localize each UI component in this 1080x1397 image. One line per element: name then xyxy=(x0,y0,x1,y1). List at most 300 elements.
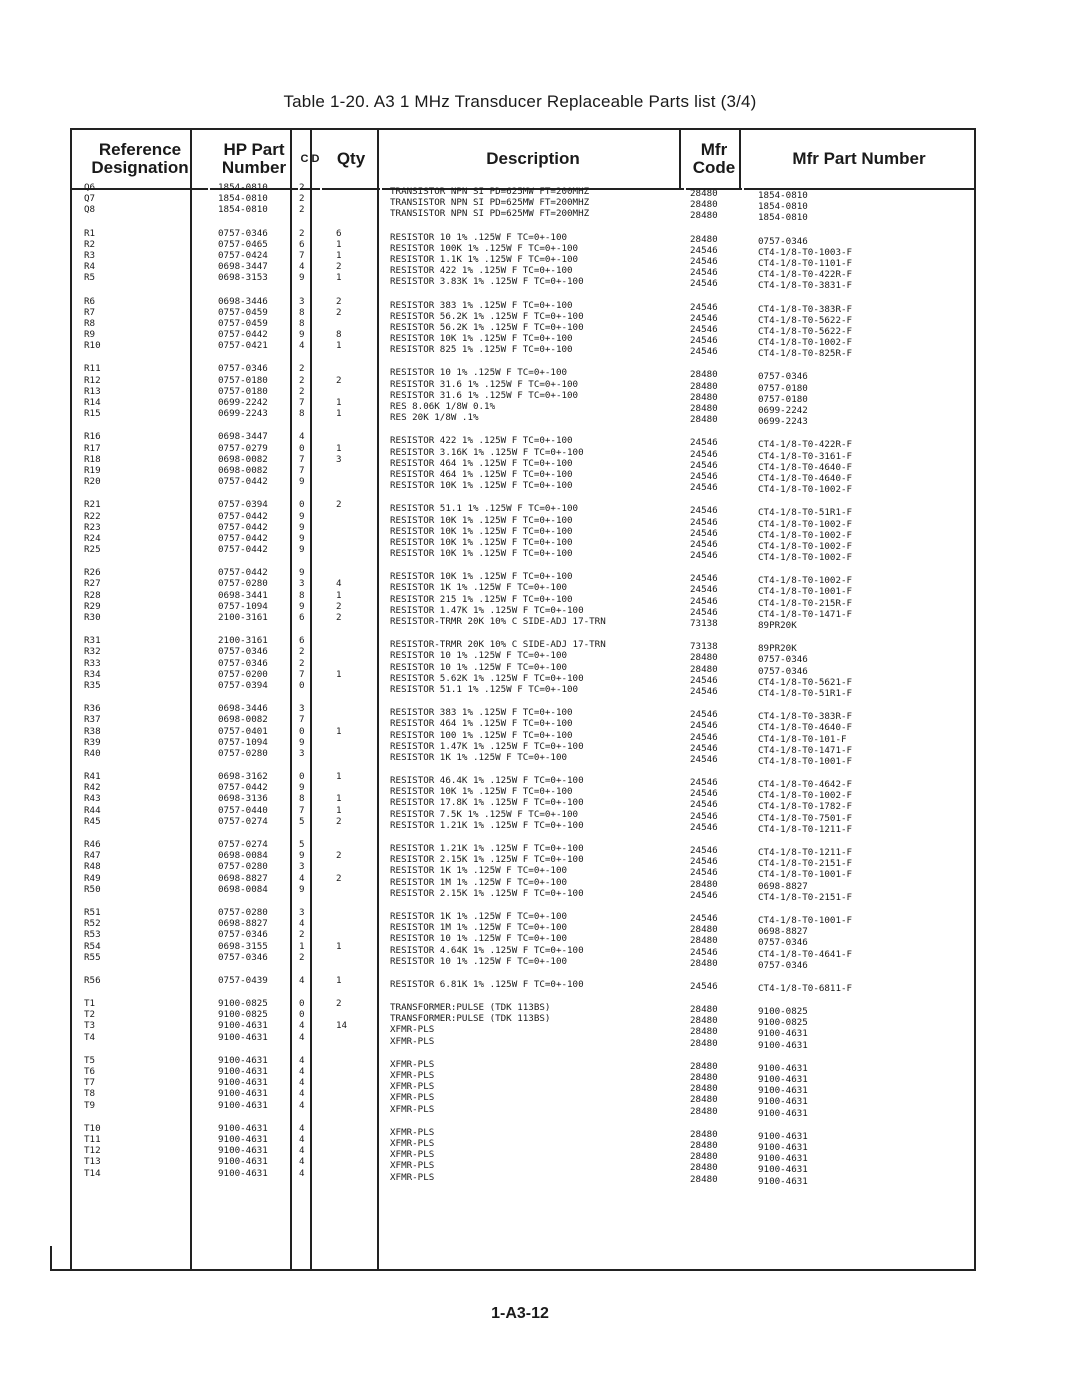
description-cell: TRANSISTOR NPN SI PD=625MW FT=200MHZ xyxy=(390,186,590,197)
qty-cell xyxy=(336,1088,366,1099)
reference-cell: R36 xyxy=(84,703,101,715)
row-group xyxy=(390,1059,680,1115)
cd-cell: 4 xyxy=(299,1099,305,1111)
qty-cell xyxy=(336,511,366,522)
description-cell: RESISTOR 6.81K 1% .125W F TC=0+-100 xyxy=(390,978,584,990)
cd-cell: 4 xyxy=(299,1031,305,1043)
cd-cell: 9 xyxy=(299,850,305,862)
hp-part-cell: 0698-3446 xyxy=(218,295,268,307)
row-group xyxy=(690,981,738,992)
mfr-code-cell: 24546 xyxy=(690,244,718,256)
description-cell: RESISTOR 10 1% .125W F TC=0+-100 xyxy=(390,650,568,662)
mfr-code-cell: 28480 xyxy=(690,1004,718,1016)
row-group xyxy=(758,1063,968,1119)
row-group xyxy=(758,643,968,699)
qty-cell: 2 xyxy=(336,600,342,612)
reference-cell: R56 xyxy=(84,974,101,986)
mfr-part-number-cell: CT4-1/8-T0-1002-F xyxy=(758,790,853,802)
mfr-code-cell: 24546 xyxy=(690,845,718,856)
reference-cell: R6 xyxy=(84,295,96,307)
mfr-code-cell: 24546 xyxy=(690,720,718,732)
hp-part-cell: 1854-0810 xyxy=(218,182,268,193)
reference-cell: R9 xyxy=(84,329,96,341)
cd-cell: 2 xyxy=(299,204,305,216)
description-cell: RESISTOR 464 1% .125W F TC=0+-100 xyxy=(390,468,573,480)
description-cell: RESISTOR 422 1% .125W F TC=0+-100 xyxy=(390,435,573,447)
description-cell: RESISTOR 100K 1% .125W F TC=0+-100 xyxy=(390,242,579,254)
qty-cell xyxy=(336,635,366,646)
hp-part-cell: 0757-1094 xyxy=(218,736,268,748)
mfr-code-cell: 73138 xyxy=(690,618,718,629)
hp-part-cell: 2100-3161 xyxy=(218,635,268,647)
reference-cell: R1 xyxy=(84,227,96,239)
row-group xyxy=(218,703,288,759)
hp-part-cell: 0757-0200 xyxy=(218,668,268,680)
hp-part-cell: 0757-0280 xyxy=(218,578,268,590)
row-group xyxy=(218,182,288,216)
reference-cell: R47 xyxy=(84,850,101,862)
row-group xyxy=(336,1123,366,1179)
reference-cell: R16 xyxy=(84,431,101,443)
hp-part-cell: 9100-0825 xyxy=(218,998,268,1010)
mfr-code-cell: 28480 xyxy=(690,1015,718,1027)
hp-part-cell: 0698-0082 xyxy=(218,714,268,726)
row-group xyxy=(84,839,184,895)
hp-part-cell: 0757-0442 xyxy=(218,521,268,533)
reference-cell: R19 xyxy=(84,464,101,476)
cd-cell: 5 xyxy=(299,839,305,850)
mfr-part-number-cell: CT4-1/8-T0-1782-F xyxy=(758,801,853,813)
row-group xyxy=(299,907,311,963)
reference-cell: R8 xyxy=(84,317,96,329)
mfr-code-cell: 24546 xyxy=(690,584,718,596)
row-group xyxy=(336,228,366,284)
cd-cell: 0 xyxy=(299,998,305,1010)
hp-part-cell: 0757-0421 xyxy=(218,340,268,352)
mfr-code-cell: 28480 xyxy=(690,380,718,392)
hp-part-cell: 9100-4631 xyxy=(218,1066,268,1077)
qty-cell: 2 xyxy=(336,499,342,511)
row-group xyxy=(390,639,680,695)
cd-cell: 4 xyxy=(299,1156,305,1168)
cd-cell: 1 xyxy=(299,940,305,952)
row-group xyxy=(299,296,311,352)
reference-cell: R17 xyxy=(84,442,101,454)
cd-cell: 9 xyxy=(299,544,305,556)
qty-cell xyxy=(336,737,366,748)
cd-cell: 7 xyxy=(299,464,305,476)
cd-cell: 9 xyxy=(299,329,305,341)
description-cell: RESISTOR 1M 1% .125W F TC=0+-100 xyxy=(390,922,568,934)
mfr-code-cell: 24546 xyxy=(690,346,718,358)
description-cell: XFMR-PLS xyxy=(390,1092,435,1104)
row-group xyxy=(84,1055,184,1111)
row-group xyxy=(218,567,288,623)
description-cell: XFMR-PLS xyxy=(390,1137,435,1149)
qty-cell xyxy=(336,204,366,215)
mfr-part-number-cell: 0757-0346 xyxy=(758,235,808,247)
reference-cell: R30 xyxy=(84,612,101,623)
qty-cell xyxy=(336,363,366,374)
hp-part-cell: 0757-0346 xyxy=(218,646,268,658)
row-group xyxy=(390,843,680,899)
description-cell: RESISTOR 10 1% .125W F TC=0+-100 xyxy=(390,661,568,673)
row-group xyxy=(758,847,968,903)
mfr-part-number-cell: CT4-1/8-T0-5621-F xyxy=(758,676,853,688)
reference-cell: R28 xyxy=(84,589,101,601)
mfr-code-cell: 28480 xyxy=(690,1162,718,1174)
mfr-part-number-cell: 0698-8827 xyxy=(758,926,808,938)
description-cell: RESISTOR 10 1% .125W F TC=0+-100 xyxy=(390,933,568,945)
mfr-code-cell: 24546 xyxy=(690,856,718,868)
mfr-part-number-cell: 9100-4631 xyxy=(758,1096,808,1108)
reference-cell: R15 xyxy=(84,408,101,420)
cd-cell: 7 xyxy=(299,668,305,680)
row-group xyxy=(336,1055,366,1111)
description-cell: RESISTOR 464 1% .125W F TC=0+-100 xyxy=(390,457,573,469)
description-cell: RESISTOR 3.83K 1% .125W F TC=0+-100 xyxy=(390,276,584,288)
mfr-code-cell: 24546 xyxy=(690,912,718,924)
row-group xyxy=(390,571,680,627)
reference-cell: R37 xyxy=(84,714,101,726)
qty-cell xyxy=(336,476,366,487)
reference-cell: R53 xyxy=(84,929,101,941)
row-group xyxy=(84,567,184,623)
reference-cell: R4 xyxy=(84,261,96,273)
reference-cell: R11 xyxy=(84,363,101,375)
column-divider xyxy=(190,130,192,1271)
hp-part-cell: 0757-0346 xyxy=(218,929,268,941)
description-cell: RESISTOR 31.6 1% .125W F TC=0+-100 xyxy=(390,389,579,401)
description-cell: RESISTOR 10K 1% .125W F TC=0+-100 xyxy=(390,548,573,560)
description-cell: RESISTOR 10 1% .125W F TC=0+-100 xyxy=(390,367,568,379)
qty-cell: 2 xyxy=(336,374,342,386)
row-group xyxy=(218,363,288,419)
qty-cell xyxy=(336,1156,366,1167)
mfr-code-cell: 24546 xyxy=(690,731,718,743)
mfr-code-cell: 24546 xyxy=(690,980,718,992)
qty-cell xyxy=(336,907,366,918)
row-group xyxy=(390,775,680,831)
hp-part-cell: 0698-3155 xyxy=(218,940,268,952)
qty-cell: 1 xyxy=(336,340,342,352)
hp-part-cell: 0699-2243 xyxy=(218,408,268,420)
hp-part-cell: 0757-0280 xyxy=(218,906,268,918)
cd-cell: 4 xyxy=(299,1054,305,1066)
mfr-part-number-cell: 89PR20K xyxy=(758,643,797,655)
hp-part-cell: 0757-0280 xyxy=(218,747,268,759)
qty-cell xyxy=(336,386,366,397)
row-group xyxy=(390,1127,680,1183)
hp-part-cell: 0757-0346 xyxy=(218,227,268,239)
mfr-part-number-cell: CT4-1/8-T0-4640-F xyxy=(758,722,853,734)
qty-cell: 3 xyxy=(336,453,342,465)
hp-part-cell: 0757-0442 xyxy=(218,532,268,544)
mfr-code-cell: 24546 xyxy=(690,527,718,539)
mfr-part-number-cell: 0698-8827 xyxy=(758,880,808,892)
qty-cell xyxy=(336,465,366,476)
description-cell: RESISTOR 1M 1% .125W F TC=0+-100 xyxy=(390,876,568,888)
qty-cell xyxy=(336,703,366,714)
row-group xyxy=(84,635,184,691)
mfr-code-cell: 24546 xyxy=(690,448,718,460)
mfr-part-number-cell: CT4-1/8-T0-51R1-F xyxy=(758,687,853,699)
row-group xyxy=(299,363,311,419)
hp-part-cell: 9100-4631 xyxy=(218,1133,268,1145)
row-group xyxy=(758,575,968,631)
mfr-part-number-cell: 0757-0180 xyxy=(758,393,808,405)
qty-cell xyxy=(336,1066,366,1077)
description-cell: RESISTOR 10K 1% .125W F TC=0+-100 xyxy=(390,480,573,492)
mfr-part-number-cell: CT4-1/8-T0-1002-F xyxy=(758,529,853,541)
hp-part-cell: 1854-0810 xyxy=(218,204,268,216)
row-group xyxy=(758,779,968,835)
hp-part-cell: 0757-0440 xyxy=(218,804,268,816)
mfr-part-number-cell: 0757-0346 xyxy=(758,371,808,383)
row-group xyxy=(336,182,366,216)
row-group xyxy=(336,363,366,419)
mfr-part-number-cell: 89PR20K xyxy=(758,620,797,631)
row-group xyxy=(336,907,366,963)
description-cell: XFMR-PLS xyxy=(390,1035,435,1047)
description-cell: RESISTOR 100 1% .125W F TC=0+-100 xyxy=(390,729,573,741)
qty-cell: 4 xyxy=(336,578,342,590)
reference-cell: R18 xyxy=(84,453,101,465)
description-cell: XFMR-PLS xyxy=(390,1024,435,1036)
reference-cell: R24 xyxy=(84,532,101,544)
qty-cell xyxy=(336,1032,366,1043)
mfr-part-number-cell: CT4-1/8-T0-825R-F xyxy=(758,348,853,360)
qty-cell xyxy=(336,839,366,850)
row-group xyxy=(390,707,680,763)
reference-cell: R35 xyxy=(84,679,101,691)
mfr-code-cell: 24546 xyxy=(690,482,718,494)
row-group xyxy=(84,363,184,419)
reference-cell: T1 xyxy=(84,998,96,1010)
row-group xyxy=(336,296,366,352)
row-group xyxy=(690,845,738,901)
mfr-code-cell: 28480 xyxy=(690,878,718,890)
cd-cell: 4 xyxy=(299,872,305,884)
mfr-code-cell: 24546 xyxy=(690,301,718,313)
mfr-code-cell: 24546 xyxy=(690,573,718,585)
hp-part-cell: 0757-0394 xyxy=(218,679,268,691)
reference-cell: R32 xyxy=(84,646,101,658)
reference-cell: R41 xyxy=(84,771,101,783)
hp-part-cell: 9100-4631 xyxy=(218,1156,268,1168)
hp-part-cell: 0757-0280 xyxy=(218,861,268,873)
row-group xyxy=(690,1061,738,1117)
row-group xyxy=(84,1123,184,1179)
hp-part-cell: 9100-4631 xyxy=(218,1020,268,1032)
row-group xyxy=(758,983,968,994)
qty-cell: 1 xyxy=(336,725,342,737)
description-cell: XFMR-PLS xyxy=(390,1126,435,1138)
qty-cell xyxy=(336,782,366,793)
row-group xyxy=(218,296,288,352)
row-group xyxy=(690,369,738,425)
mfr-code-cell: 28480 xyxy=(690,369,718,381)
mfr-code-cell: 24546 xyxy=(690,742,718,754)
mfr-code-cell: 28480 xyxy=(690,188,718,199)
description-cell: RESISTOR 1.47K 1% .125W F TC=0+-100 xyxy=(390,740,584,752)
hp-part-cell: 0757-0279 xyxy=(218,442,268,454)
row-group xyxy=(218,771,288,827)
mfr-part-number-cell: 1854-0810 xyxy=(758,201,808,213)
mfr-code-cell: 28480 xyxy=(690,1151,718,1163)
row-group xyxy=(218,998,288,1043)
row-group xyxy=(758,236,968,292)
cd-column xyxy=(299,182,311,1191)
description-cell: RESISTOR 1.1K 1% .125W F TC=0+-100 xyxy=(390,253,579,265)
reference-cell: R43 xyxy=(84,793,101,805)
description-cell: RESISTOR 3.16K 1% .125W F TC=0+-100 xyxy=(390,446,584,458)
mfr-code-cell: 24546 xyxy=(690,867,718,879)
mfr-code-cell: 24546 xyxy=(690,335,718,347)
cd-cell: 7 xyxy=(299,804,305,816)
reference-cell: R44 xyxy=(84,804,101,816)
cd-cell: 0 xyxy=(299,1009,305,1021)
description-cell: RESISTOR 825 1% .125W F TC=0+-100 xyxy=(390,344,573,356)
row-group xyxy=(336,567,366,623)
row-group xyxy=(218,635,288,691)
reference-cell: R45 xyxy=(84,815,101,827)
mfr-code-cell: 24546 xyxy=(690,810,718,822)
qty-cell xyxy=(336,1145,366,1156)
cd-cell: 3 xyxy=(299,295,305,307)
description-cell: RESISTOR 2.15K 1% .125W F TC=0+-100 xyxy=(390,854,584,866)
hp-part-cell: 1854-0810 xyxy=(218,193,268,205)
mfr-part-number-cell: CT4-1/8-T0-1002-F xyxy=(758,540,853,552)
hp-part-cell: 0757-0442 xyxy=(218,329,268,341)
hp-part-cell: 0698-3136 xyxy=(218,793,268,805)
row-group xyxy=(84,431,184,487)
row-group xyxy=(690,913,738,969)
cd-cell: 2 xyxy=(299,363,305,375)
reference-cell: T8 xyxy=(84,1088,96,1100)
qty-cell xyxy=(336,533,366,544)
row-group xyxy=(299,771,311,827)
mfr-code-cell: 28480 xyxy=(690,391,718,403)
row-group xyxy=(84,998,184,1043)
qty-cell: 2 xyxy=(336,612,342,623)
qty-cell: 2 xyxy=(336,295,342,307)
row-group xyxy=(390,186,680,220)
hp-part-cell: 0757-0180 xyxy=(218,385,268,397)
mfr-code-cell: 28480 xyxy=(690,1094,718,1106)
qty-cell: 2 xyxy=(336,872,342,884)
qty-cell: 14 xyxy=(336,1020,348,1032)
reference-cell: T2 xyxy=(84,1009,96,1021)
row-group xyxy=(336,431,366,487)
qty-cell: 1 xyxy=(336,397,342,408)
mfr-part-number-cell: CT4-1/8-T0-1001-F xyxy=(758,755,853,767)
row-group xyxy=(218,1123,288,1179)
description-cell: TRANSISTOR NPN SI PD=625MW FT=200MHZ xyxy=(390,208,590,220)
description-cell: RESISTOR 383 1% .125W F TC=0+-100 xyxy=(390,299,573,311)
header-mfr-part-number: Mfr Part Number xyxy=(744,130,974,190)
row-group xyxy=(390,435,680,491)
cd-cell: 2 xyxy=(299,385,305,397)
mfr-part-number-cell: CT4-1/8-T0-1211-F xyxy=(758,823,853,835)
mfr-part-number-cell: CT4-1/8-T0-5622-F xyxy=(758,325,853,337)
cd-cell: 4 xyxy=(299,1167,305,1179)
mfr-code-cell: 28480 xyxy=(690,210,718,222)
description-cell: XFMR-PLS xyxy=(390,1081,435,1093)
header-cd: C D xyxy=(300,130,320,190)
reference-cell: R25 xyxy=(84,544,101,556)
qty-cell xyxy=(336,1134,366,1145)
row-group xyxy=(218,431,288,487)
mfr-code-cell: 28480 xyxy=(690,935,718,947)
hp-part-cell: 0757-0274 xyxy=(218,815,268,827)
row-group xyxy=(758,1131,968,1187)
reference-cell: R26 xyxy=(84,567,101,579)
hp-part-cell: 0757-0442 xyxy=(218,567,268,579)
reference-cell: T14 xyxy=(84,1167,101,1179)
hp-part-cell: 0757-0424 xyxy=(218,249,268,261)
row-group xyxy=(690,437,738,493)
mfr-code-cell: 24546 xyxy=(690,799,718,811)
row-group xyxy=(758,304,968,360)
mfr-code-cell: 24546 xyxy=(690,889,718,901)
description-cell: RESISTOR 5.62K 1% .125W F TC=0+-100 xyxy=(390,672,584,684)
hp-part-cell: 0757-0442 xyxy=(218,510,268,522)
qty-cell: 1 xyxy=(336,589,342,601)
mfr-part-number-cell: CT4-1/8-T0-1471-F xyxy=(758,744,853,756)
mfr-part-number-cell: CT4-1/8-T0-1001-F xyxy=(758,869,853,881)
row-group xyxy=(690,234,738,290)
qty-cell xyxy=(336,1077,366,1088)
qty-cell xyxy=(336,193,366,204)
description-cell: RESISTOR 215 1% .125W F TC=0+-100 xyxy=(390,593,573,605)
cd-cell: 4 xyxy=(299,974,305,986)
description-cell: RESISTOR 2.15K 1% .125W F TC=0+-100 xyxy=(390,887,584,899)
mfr-part-number-cell: 9100-0825 xyxy=(758,1006,808,1018)
row-group xyxy=(336,975,366,986)
qty-cell xyxy=(336,318,366,329)
mfr-part-number-cell: 9100-4631 xyxy=(758,1141,808,1153)
mfr-part-number-cell: 9100-4631 xyxy=(758,1028,808,1040)
description-cell: RESISTOR 17.8K 1% .125W F TC=0+-100 xyxy=(390,797,584,809)
cd-cell: 2 xyxy=(299,227,305,239)
cd-cell: 2 xyxy=(299,182,305,193)
mfr-part-number-cell: 9100-4631 xyxy=(758,1039,808,1051)
header-qty: Qty xyxy=(322,130,380,190)
hp-part-column xyxy=(218,182,288,1191)
mfr-part-number-cell: CT4-1/8-T0-5622-F xyxy=(758,314,853,326)
mfr-code-cell: 24546 xyxy=(690,946,718,958)
mfr-part-number-cell: CT4-1/8-T0-3161-F xyxy=(758,450,853,462)
hp-part-cell: 0698-3447 xyxy=(218,431,268,443)
qty-cell: 1 xyxy=(336,974,342,986)
row-group xyxy=(758,371,968,427)
reference-cell: R29 xyxy=(84,600,101,612)
qty-cell: 1 xyxy=(336,408,342,420)
row-group xyxy=(299,431,311,487)
description-cell: RESISTOR 56.2K 1% .125W F TC=0+-100 xyxy=(390,321,584,333)
hp-part-cell: 9100-4631 xyxy=(218,1088,268,1100)
description-cell: RESISTOR-TRMR 20K 10% C SIDE-ADJ 17-TRN xyxy=(390,639,606,651)
reference-cell: R20 xyxy=(84,476,101,488)
description-cell: RESISTOR 10 1% .125W F TC=0+-100 xyxy=(390,955,568,967)
cd-cell: 2 xyxy=(299,951,305,963)
row-group xyxy=(758,1006,968,1051)
hp-part-cell: 0757-0346 xyxy=(218,951,268,963)
reference-cell: R48 xyxy=(84,861,101,873)
hp-part-cell: 9100-4631 xyxy=(218,1054,268,1066)
cd-cell: 9 xyxy=(299,476,305,488)
